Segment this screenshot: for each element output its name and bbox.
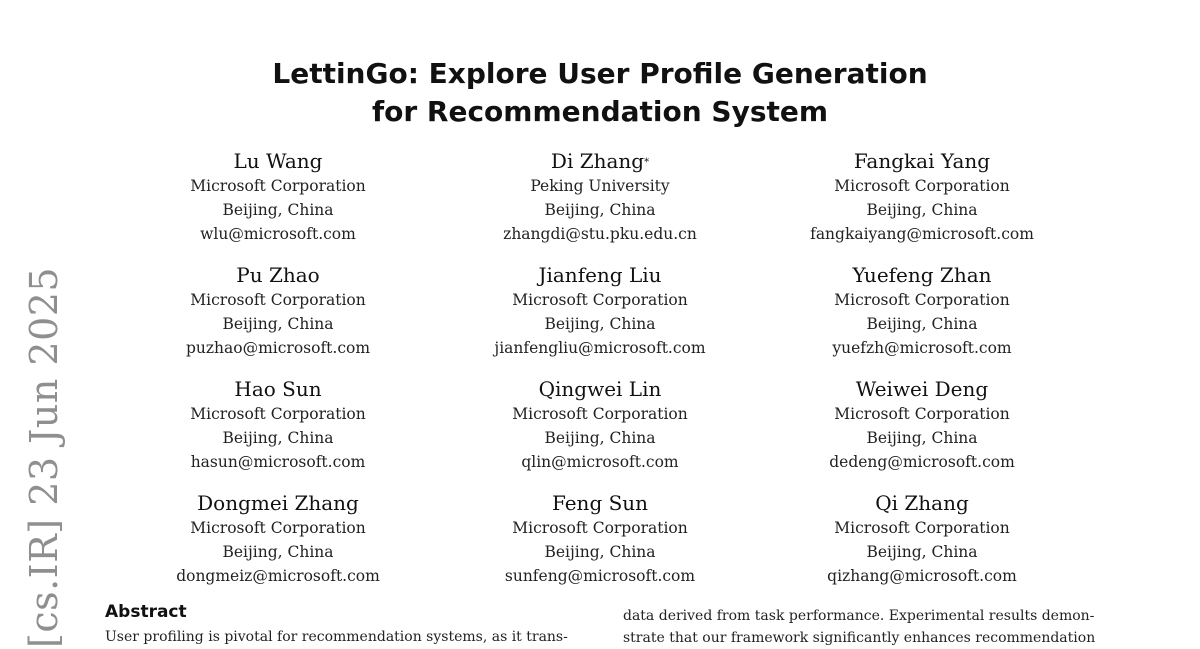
author-email: hasun@microsoft.com [190,453,366,471]
author-name-text: Di Zhang [550,149,645,173]
author-block [440,376,760,474]
author-block [118,148,438,246]
author-block [440,490,760,588]
paper-title [0,55,1200,131]
abstract-left-line: User profiling is pivotal for recommendation systems, as it trans- [105,629,568,645]
author-block [118,262,438,360]
author-email: dongmeiz@microsoft.com [176,567,380,585]
author-location: Beijing, China [222,315,334,333]
author-block [118,376,438,474]
author-email: puzhao@microsoft.com [185,339,371,357]
title-line-2: for Recommendation System [371,95,829,128]
author-location: Beijing, China [866,315,978,333]
author-affiliation: Peking University [530,177,670,195]
author-location: Beijing, China [222,201,334,219]
arxiv-stamp: [cs.IR] 23 Jun 2025 [22,266,66,648]
author-location: Beijing, China [222,429,334,447]
author-email: sunfeng@microsoft.com [504,567,696,585]
author-affiliation: Microsoft Corporation [512,405,688,423]
author-block [762,490,1082,588]
abstract-heading: Abstract [105,602,187,622]
title-line-1: LettinGo: Explore User Profile Generation [272,57,928,90]
author-name [118,376,438,402]
author-location: Beijing, China [544,315,656,333]
author-name-text: Yuefeng Zhan [852,263,992,287]
author-name [762,262,1082,288]
author-location: Beijing, China [544,201,656,219]
author-name-text: Qingwei Lin [538,377,662,401]
author-name-text: Hao Sun [234,377,322,401]
author-affiliation: Microsoft Corporation [190,405,366,423]
author-name [762,148,1082,174]
author-email: dedeng@microsoft.com [829,453,1015,471]
author-affiliation: Microsoft Corporation [190,291,366,309]
author-affiliation: Microsoft Corporation [834,519,1010,537]
author-block [440,262,760,360]
author-location: Beijing, China [866,543,978,561]
author-email: qizhang@microsoft.com [827,567,1017,585]
author-affiliation: Microsoft Corporation [834,405,1010,423]
author-name-text: Qi Zhang [875,491,969,515]
author-affiliation: Microsoft Corporation [834,177,1010,195]
author-block [762,262,1082,360]
author-location: Beijing, China [866,201,978,219]
author-affiliation: Microsoft Corporation [512,291,688,309]
abstract-right-line-1: data derived from task performance. Experimental results demon- [623,608,1095,624]
author-name [762,490,1082,516]
author-location: Beijing, China [544,543,656,561]
author-email: jianfengliu@microsoft.com [494,339,706,357]
author-affiliation: Microsoft Corporation [190,177,366,195]
author-email: wlu@microsoft.com [200,225,356,243]
author-name [118,148,438,174]
author-block [762,148,1082,246]
author-name [440,376,760,402]
author-name [762,376,1082,402]
author-footnote-mark: * [644,157,650,168]
author-name [440,148,760,174]
author-location: Beijing, China [544,429,656,447]
author-name [440,490,760,516]
author-block [762,376,1082,474]
author-name-text: Jianfeng Liu [538,263,662,287]
author-block [118,490,438,588]
author-affiliation: Microsoft Corporation [512,519,688,537]
author-name-text: Feng Sun [551,491,649,515]
author-name-text: Fangkai Yang [853,149,991,173]
author-name [118,262,438,288]
author-name-text: Dongmei Zhang [197,491,359,515]
author-name-text: Weiwei Deng [855,377,989,401]
author-email: zhangdi@stu.pku.edu.cn [503,225,697,243]
author-name-text: Pu Zhao [236,263,320,287]
author-location: Beijing, China [866,429,978,447]
abstract-right-line-2: strate that our framework significantly enhances recommendation [623,630,1096,646]
author-location: Beijing, China [222,543,334,561]
author-name [118,490,438,516]
author-affiliation: Microsoft Corporation [834,291,1010,309]
author-email: yuefzh@microsoft.com [832,339,1012,357]
author-email: fangkaiyang@microsoft.com [810,225,1034,243]
author-name-text: Lu Wang [233,149,323,173]
author-affiliation: Microsoft Corporation [190,519,366,537]
author-email: qlin@microsoft.com [521,453,679,471]
author-block [440,148,760,246]
author-name [440,262,760,288]
